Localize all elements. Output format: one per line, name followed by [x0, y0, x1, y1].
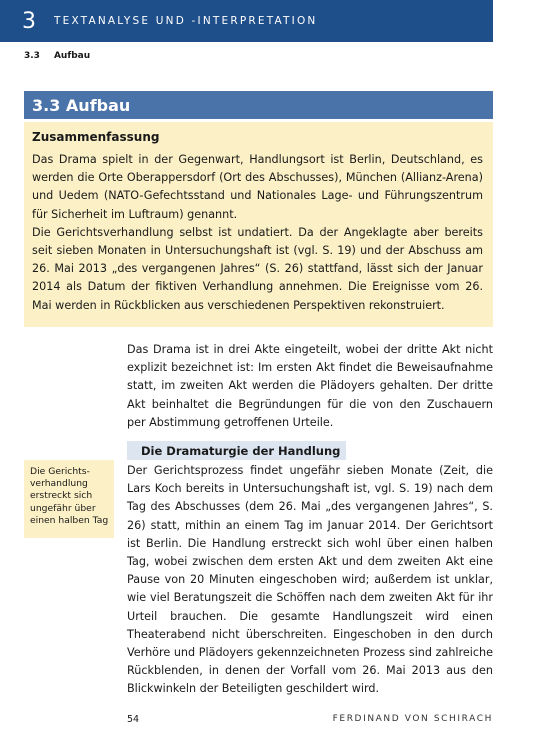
- breadcrumb: [24, 51, 90, 61]
- margin-note: Die Gerichtsverhandlung erstreckt sich ungefähr über einen halben Tag: [24, 460, 114, 538]
- running-footer: FERDINAND VON SCHIRACH: [332, 714, 493, 724]
- chapter-title: TEXTANALYSE UND -INTERPRETATION: [54, 15, 318, 27]
- breadcrumb-number: 3.3: [24, 51, 40, 61]
- chapter-number: 3: [22, 8, 36, 34]
- subheading: Die Dramaturgie der Handlung: [127, 441, 346, 460]
- breadcrumb-title: Aufbau: [53, 51, 91, 61]
- body-paragraph: Der Gerichtsprozess findet ungefähr sieben Monate (Zeit, die Lars Koch bereits in Untersuchungshaft ist, vgl. S. 19) nach dem Tag des Abschusses (dem 26. Mai „des vergangenen Jahres“, S. 26) statt, mithin an einem Tag im Januar 2014. Der Gerichtsort ist Berlin. Die Handlung erstreckt sich wohl über einen halben Tag, wobei zwischen dem ersten Akt und dem zweiten Akt eine Pause von 20 Minuten eingeschoben wird; außerdem ist unklar, wie viel Beratungszeit die Schöffen nach dem zweiten Akt für ihr Urteil brauchen. Die gesamte Handlungszeit wird einen Theaterabend nicht überschreiten. Eingeschoben in den durch Verhöre und Plädoyers gekennzeichneten Prozess sind zahlreiche Rückblenden, in denen der Vorfall vom 26. Mai 2013 aus den Blickwinkeln der Beteiligten geschildert wird.: [127, 464, 493, 696]
- chapter-header-bar: [0, 0, 493, 42]
- summary-box: [24, 122, 493, 327]
- page-number: 54: [127, 714, 140, 725]
- section-title: 3.3 Aufbau: [24, 91, 493, 119]
- summary-paragraph: Die Gerichtsverhandlung selbst ist undatiert. Da der Angeklagte aber bereits seit sieben Monaten in Untersuchungshaft ist (vgl. S. 19) und der Abschuss am 26. Mai 2013 „des vergangenen Jahres“ (S. 26) stattfand, lässt sich der Januar 2014 als Datum der fiktiven Verhandlung annehmen. Die Ereignisse vom 26. Mai werden in Rückblicken aus verschiedenen Perspektiven rekonstruiert.: [32, 225, 483, 312]
- body-paragraph: Das Drama ist in drei Akte eingeteilt, wobei der dritte Akt nicht explizit bezeichnet ist: Im ersten Akt findet die Beweisaufnahme statt, im zweiten Akt werden die Plädoyers gehalten. Der dritte Akt beinhaltet die Begründungen für die von den Zuschauern per Abstimmung getroffenen Urteile.: [127, 343, 493, 429]
- summary-paragraph: Das Drama spielt in der Gegenwart, Handlungsort ist Berlin, Deutschland, es werden die Orte Oberappersdorf (Ort des Abschusses), München (Allianz-Arena) und Uedem (NATO-Gefechtsstand und Nationales Lage- und Führungszentrum für Sicherheit im Luftraum) genannt.: [32, 153, 483, 221]
- summary-heading: Zusammenfassung: [32, 130, 160, 144]
